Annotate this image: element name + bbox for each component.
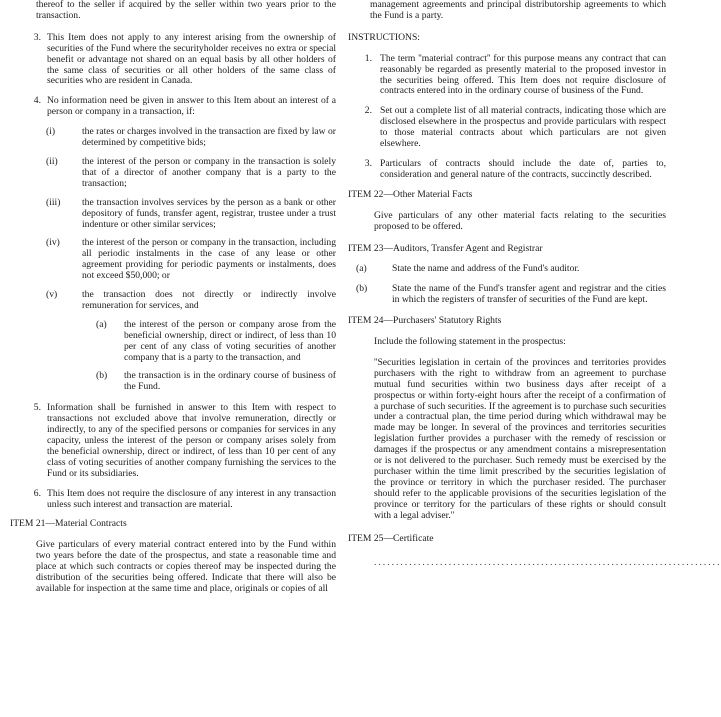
item-text: Information shall be furnished in answer to this Item with respect to transactions not excluded above that involve remuneration, directly or indirectly, to any of the specified persons or companies for services in any capacity, unless the interest of the person or company arises solely from the beneficial ownership, direct or indirect, of less than 10 per cent of any class of voting securities of another company furnishing the services to the Fund or its subsidiaries. <box>47 402 336 479</box>
item-24-intro: Include the following statement in the prospectus: <box>374 336 566 348</box>
sub-item-number: (iv) <box>46 237 60 249</box>
instruction-number: 1. <box>364 52 372 64</box>
sub-sub-item-letter: (b) <box>96 370 108 382</box>
sub-sub-item-b <box>96 371 336 393</box>
instructions-heading: INSTRUCTIONS: <box>348 31 420 43</box>
sub-item-text: the transaction does not directly or indirectly involve remuneration for services, and <box>82 289 336 311</box>
sub-sub-item-text: the transaction is in the ordinary course of business of the Fund. <box>124 370 336 393</box>
list-item-6 <box>10 489 336 511</box>
sub-item-text: the transaction involves services by the person as a bank or other depository of funds, transfer agent, registrar, trustee under a trust indenture or other similar services; <box>82 196 336 230</box>
item-25-heading: ITEM 25—Certificate <box>348 532 434 544</box>
continued-paragraph: management agreements and principal distributorship agreements to which the Fund is a party. <box>370 0 666 21</box>
item-23-letter: (b) <box>356 283 368 295</box>
sub-item-number: (iii) <box>46 196 61 208</box>
item-number: 6. <box>33 487 41 499</box>
sub-sub-item-text: the interest of the person or company arose from the beneficial ownership, direct or indirect, of less than 10 per cent of any class of voting securities of another company that is a party to the transaction, and <box>124 318 336 363</box>
item-23-text: State the name of the Fund's transfer agent and registrar and the cities in which the registers of transfer of securities of the Fund are kept. <box>392 283 666 306</box>
sub-item-ii <box>46 157 336 190</box>
item-21-heading: ITEM 21—Material Contracts <box>10 518 127 530</box>
instruction-number: 3. <box>364 157 372 169</box>
item-21-paragraph: Give particulars of every material contract entered into by the Fund within two years before the date of the prospectus, and state a reasonable time and place at which such contracts or copies thereof may be inspected during the distribution of the securities being offered. Indicate that there will also be available for inspection at the same time and place, originals or copies of all <box>36 539 336 594</box>
item-22-heading: ITEM 22—Other Material Facts <box>348 188 473 200</box>
sub-item-v <box>46 290 336 312</box>
sub-item-number: (i) <box>46 126 56 138</box>
item-24-quote: ''Securities legislation in certain of the provinces and territories provides purchasers with the right to withdraw from an agreement to purchase mutual fund securities within two business days after receipt of a prospectus or within forty-eight hours after the receipt of a confirmation of a purchase of such securities. If the agreement is to purchase such securities under a contractual plan, the time period during which withdrawal may be made may be longer. In several of the provinces and territories securities legislation further provides a purchaser with the remedy of rescission or damages if the prospectus or any amendment contains a misrepresentation or is not delivered to the purchaser. Such remedy must be exercised by the purchaser within the time limit prescribed by the securities legislation of the province or territory in which the purchaser resided. The purchaser should refer to the applicable provisions of the securities legislation of the province or territory for the particulars of these rights or should consult with a legal adviser.'' <box>374 356 666 521</box>
sub-item-i <box>46 127 336 149</box>
sub-item-text: the interest of the person or company in the transaction, including all periodic instalments in the case of any lease or other agreement providing for periodic payments or instalments, does not exceed $50,000; or <box>82 237 336 282</box>
item-text: This Item does not require the disclosure of any interest in any transaction unless such interest and transaction are material. <box>47 487 336 510</box>
item-number: 3. <box>33 31 41 43</box>
item-24-heading: ITEM 24—Purchasers' Statutory Rights <box>348 315 502 327</box>
item-23-heading: ITEM 23—Auditors, Transfer Agent and Registrar <box>348 242 543 254</box>
instruction-text: Set out a complete list of all material contracts, indicating those which are disclosed elsewhere in the prospectus and provide particulars with respect to those material contracts about which particulars are not given elsewhere. <box>380 105 666 150</box>
sub-item-text: the interest of the person or company in the transaction is solely that of a director of another company that is a party to the transaction; <box>82 155 336 189</box>
instruction-3 <box>348 159 666 181</box>
instruction-text: Particulars of contracts should include the date of, parties to, consideration and general nature of the contracts, succinctly described. <box>380 157 666 180</box>
sub-item-number: (v) <box>46 289 58 301</box>
item-23-text: State the name and address of the Fund's auditor. <box>392 263 580 275</box>
intro-paragraph: thereof to the seller if acquired by the seller within two years prior to the transaction. <box>36 0 336 21</box>
right-column <box>348 0 721 569</box>
sub-item-iv <box>46 238 336 282</box>
sub-sub-item-a <box>96 320 336 364</box>
instruction-1 <box>348 54 666 98</box>
instruction-2 <box>348 106 666 150</box>
item-text: No information need be given in answer to this Item about an interest of a person or company in a transaction, if: <box>47 95 336 118</box>
sub-item-iii <box>46 198 336 231</box>
item-22-paragraph: Give particulars of any other material facts relating to the securities proposed to be offered. <box>374 209 666 232</box>
list-item-3 <box>10 33 336 88</box>
instruction-text: The term ''material contract'' for this purpose means any contract that can reasonably be regarded as presently material to the proposed investor in the securities being offered. This Item does not require disclosure of contracts entered into in the ordinary course of business of the Fund. <box>380 52 666 97</box>
item-23-a <box>356 264 666 275</box>
certificate-dotted-line: ............................................................................... <box>374 557 721 569</box>
instruction-number: 2. <box>364 105 372 117</box>
list-item-4 <box>10 96 336 118</box>
item-text: This Item does not apply to any interest arising from the ownership of securities of the Fund where the securityholder receives no extra or special benefit or advantage not shared on an equal basis by all other holders of the same class of securities or all other holders of the same class of securities who are resident in Canada. <box>47 31 336 87</box>
sub-item-text: the rates or charges involved in the transaction are fixed by law or determined by competitive bids; <box>82 126 336 149</box>
item-number: 5. <box>33 402 41 414</box>
sub-sub-item-letter: (a) <box>96 318 107 330</box>
item-23-b <box>356 284 666 306</box>
left-column <box>10 0 336 603</box>
list-item-5 <box>10 403 336 479</box>
item-23-letter: (a) <box>356 263 367 275</box>
item-number: 4. <box>33 95 41 107</box>
sub-item-number: (ii) <box>46 155 58 167</box>
